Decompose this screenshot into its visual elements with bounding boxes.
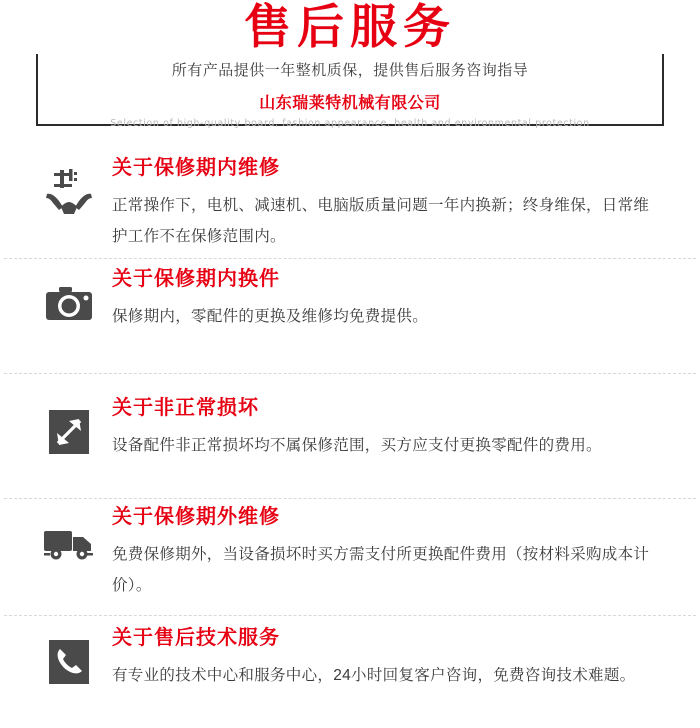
service-item-icon-wrap <box>26 624 112 690</box>
company-name-text: 山东瑞莱特机械有限公司 <box>249 95 451 112</box>
service-item <box>0 259 700 373</box>
service-item <box>0 616 700 728</box>
service-item-title: 关于保修期内维修 <box>112 157 280 179</box>
service-item-icon-wrap <box>26 154 112 220</box>
service-item-list <box>0 148 700 728</box>
diagonal-arrows-icon <box>41 404 97 460</box>
service-item-text: 正常操作下，电机、减速机、电脑版质量问题一年内换新；终身维保，日常维护工作不在保修范围内。 <box>112 197 650 245</box>
service-item <box>0 148 700 258</box>
service-item-body <box>112 394 674 461</box>
header-subtitle: 所有产品提供一年整机质保，提供售后服务咨询指导 <box>171 62 529 79</box>
header-english-tagline: Selection of high-quality board, fashion appearance, health and environmental protection <box>110 118 590 129</box>
service-item-icon-wrap <box>26 503 112 569</box>
service-item-text: 免费保修期外，当设备损坏时买方需支付所更换配件费用（按材料采购成本计价）。 <box>112 546 650 594</box>
service-item-text: 保修期内，零配件的更换及维修均免费提供。 <box>112 308 429 325</box>
service-item <box>0 499 700 615</box>
company-name <box>0 92 700 116</box>
service-item-title: 关于售后技术服务 <box>112 627 280 649</box>
page-title <box>0 2 700 54</box>
page-header <box>0 0 700 148</box>
service-item-text: 设备配件非正常损坏均不属保修范围，买方应支付更换零配件的费用。 <box>112 437 602 454</box>
telephone-icon <box>41 634 97 690</box>
service-item-title: 关于保修期内换件 <box>112 268 280 290</box>
service-item-body <box>112 624 674 691</box>
service-item-icon-wrap <box>26 394 112 460</box>
camera-icon <box>41 275 97 331</box>
service-item-body <box>112 503 674 601</box>
hands-holding-quality-icon <box>41 164 97 220</box>
truck-icon <box>41 513 97 569</box>
service-item-title: 关于非正常损坏 <box>112 397 259 419</box>
service-item-text: 有专业的技术中心和服务中心，24小时回复客户咨询，免费咨询技术难题。 <box>112 667 636 684</box>
page-title-text: 售后服务 <box>230 0 470 55</box>
service-item-body <box>112 154 674 252</box>
service-item-title: 关于保修期外维修 <box>112 506 280 528</box>
service-item <box>0 374 700 498</box>
service-item-icon-wrap <box>26 265 112 331</box>
service-item-body <box>112 265 674 332</box>
